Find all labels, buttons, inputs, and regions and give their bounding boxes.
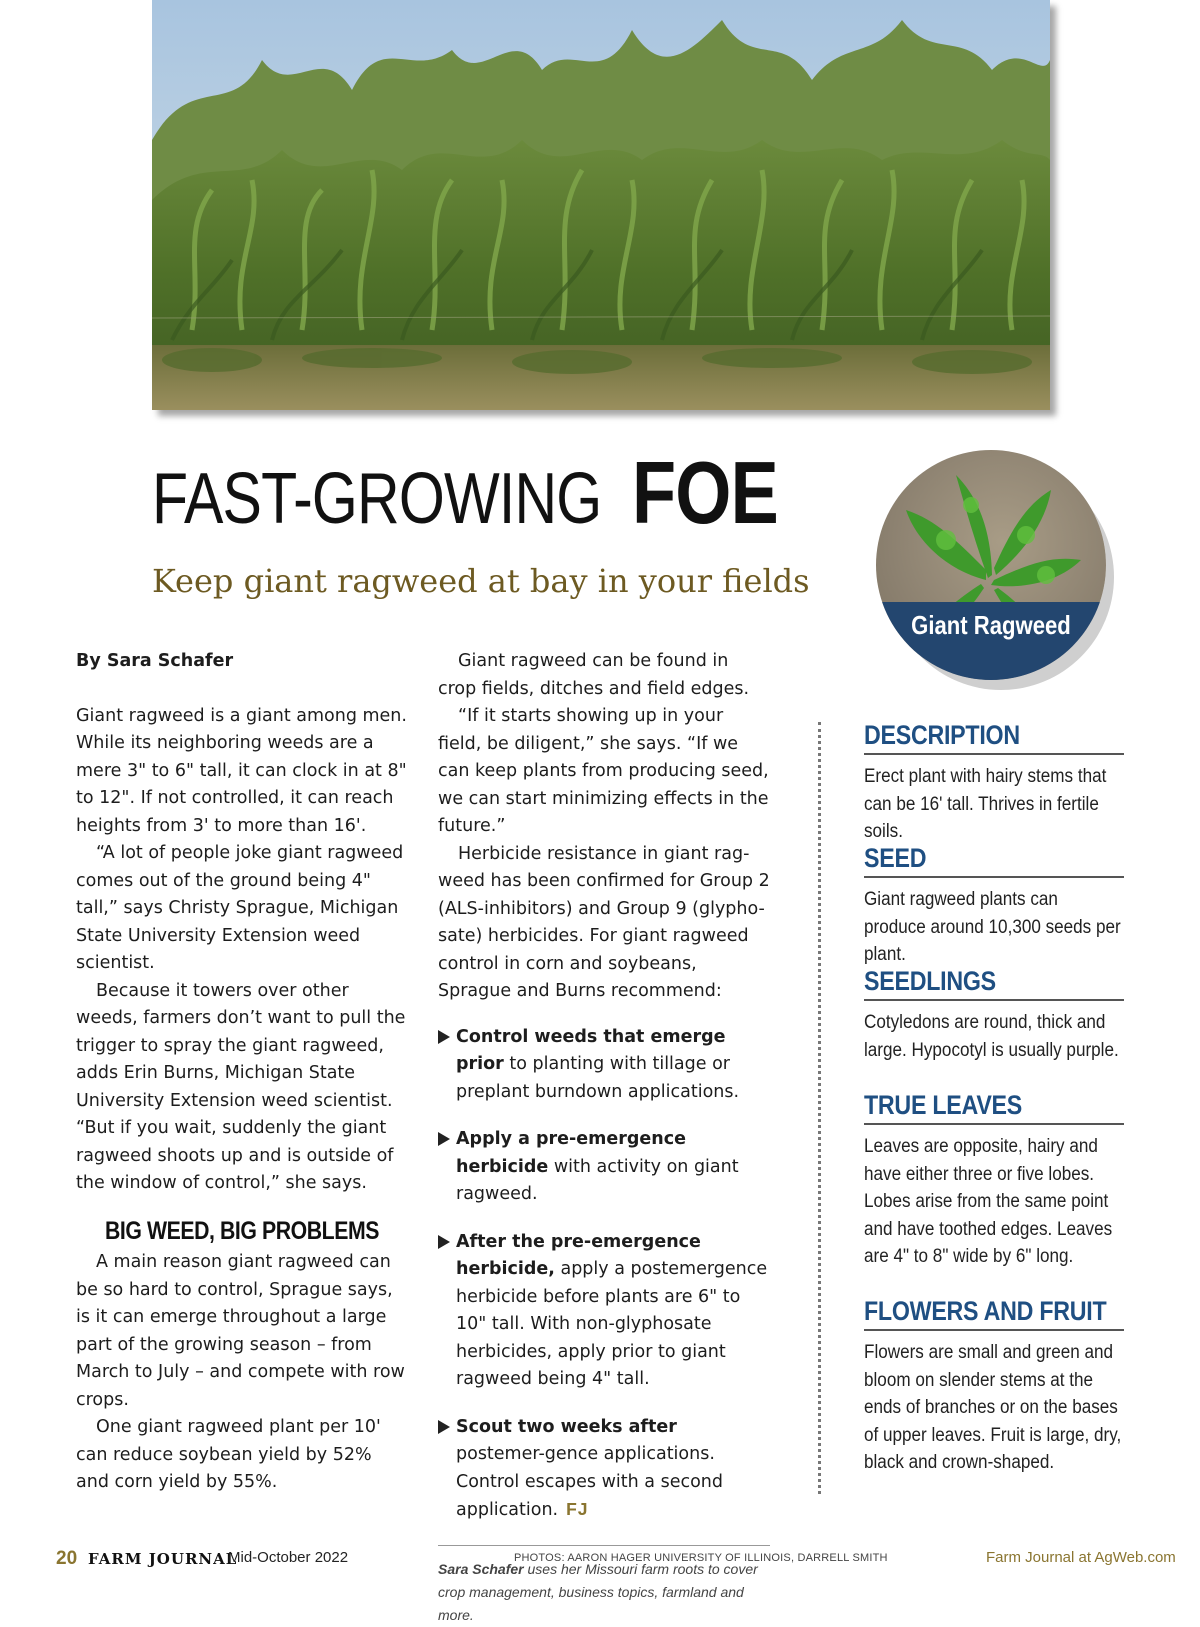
- title-light: FAST-GROWING: [152, 459, 602, 539]
- recommendation-list: [438, 1024, 770, 1525]
- list-item: [438, 1229, 770, 1394]
- page-number: 20: [56, 1548, 78, 1569]
- paragraph: Giant ragweed is a giant among men. While its neighboring weeds are a mere 3" to 6" tall, it can clock in at 8" to 12". If not controlled, it can reach heights from 3' to more than 16'.: [76, 705, 407, 836]
- sidebar-heading: SEED: [864, 843, 927, 873]
- list-item-lead: After the pre-emergence herbicide,: [456, 1231, 701, 1279]
- photo-credit: PHOTOS: AARON HAGER UNIVERSITY OF ILLINOIS, DARRELL SMITH: [514, 1552, 888, 1564]
- triangle-bullet-icon: [438, 1420, 450, 1434]
- site-link[interactable]: Farm Journal at AgWeb.com: [986, 1549, 1176, 1566]
- sidebar-section-description: [864, 720, 1124, 846]
- sidebar-text: Leaves are opposite, hairy and have either three or five lobes. Lobes arise from the same point and have toothed edges. Leaves are 4" to 8" wide by 6" long.: [864, 1136, 1113, 1267]
- paragraph: One giant ragweed plant per 10' can reduce soybean yield by 52% and corn yield by 55%.: [76, 1417, 381, 1492]
- sidebar-text: Erect plant with hairy stems that can be 16' tall. Thrives in fertile soils.: [864, 766, 1107, 842]
- sidebar-text: Flowers are small and green and bloom on slender stems at the ends of branches or on the bases of upper leaves. Fruit is large, dry, black and crown-shaped.: [864, 1342, 1122, 1473]
- issue-date: Mid-October 2022: [228, 1549, 349, 1566]
- sidebar-section-seedlings: [864, 966, 1124, 1064]
- section-subhead: BIG WEED, BIG PROBLEMS: [104, 1216, 379, 1245]
- end-mark: FJ: [566, 1499, 589, 1519]
- magazine-name: FARM JOURNAL: [88, 1550, 238, 1568]
- author-bio: [438, 1558, 770, 1627]
- article-column-2: [438, 648, 770, 1627]
- divider: [864, 999, 1124, 1001]
- badge-label: Giant Ragweed: [911, 610, 1071, 640]
- article-title: [152, 443, 810, 544]
- list-item-lead: Scout two weeks after: [456, 1416, 677, 1437]
- sidebar-text: Giant ragweed plants can produce around 10,300 seeds per plant.: [864, 889, 1121, 965]
- title-bold: FOE: [632, 443, 778, 542]
- hero-photo: [152, 0, 1050, 410]
- paragraph: “If it starts showing up in your field, be diligent,” she says. “If we can keep plants from producing seed, we can start minimizing effects in the future.”: [438, 706, 769, 836]
- article-subtitle: Keep giant ragweed at bay in your fields: [152, 562, 810, 600]
- sidebar-section-flowers-and-fruit: [864, 1296, 1124, 1477]
- list-item: [438, 1024, 770, 1107]
- sidebar-heading: SEEDLINGS: [864, 966, 996, 996]
- triangle-bullet-icon: [438, 1132, 450, 1146]
- author-name: Sara Schafer: [438, 1560, 524, 1577]
- divider: [864, 876, 1124, 878]
- paragraph: Herbicide resistance in giant rag-weed has been confirmed for Group 2 (ALS-inhibitors) and Group 9 (glypho-sate) herbicides. For giant ragweed control in corn and soybeans, Sprague and Burns recommend:: [438, 843, 770, 1001]
- list-item-text: apply a postemergence herbicide before plants are 6" to 10" tall. With non-glyphosate herbicides, apply prior to giant ragweed being 4" tall.: [456, 1259, 768, 1389]
- author-bio-text: uses her Missouri farm roots to cover crop management, business topics, farmland and more.: [438, 1560, 758, 1623]
- triangle-bullet-icon: [438, 1235, 450, 1249]
- paragraph: A main reason giant ragweed can be so hard to control, Sprague says, is it can emerge throughout a large part of the growing season – from March to July – and compete with row crops.: [76, 1252, 405, 1410]
- sidebar-text: Cotyledons are round, thick and large. Hypocotyl is usually purple.: [864, 1012, 1119, 1061]
- list-item: [438, 1414, 770, 1525]
- divider: [864, 1123, 1124, 1125]
- list-item-text: to planting with tillage or preplant burndown applications.: [456, 1054, 740, 1102]
- list-item: [438, 1126, 770, 1209]
- sidebar-heading: TRUE LEAVES: [864, 1090, 1023, 1120]
- list-item-lead: Apply a pre-emergence herbicide: [456, 1129, 686, 1177]
- sidebar-heading: DESCRIPTION: [864, 720, 1020, 750]
- paragraph: “A lot of people joke giant ragweed comes out of the ground being 4" tall,” says Christy Sprague, Michigan State University Extension weed scientist.: [76, 843, 404, 973]
- sidebar-heading: FLOWERS AND FRUIT: [864, 1296, 1107, 1326]
- ragweed-badge: [876, 450, 1106, 680]
- paragraph: Giant ragweed can be found in crop fields, ditches and field edges.: [438, 651, 750, 699]
- dotted-column-divider: [818, 722, 821, 1494]
- list-item-lead: Control weeds that emerge prior: [456, 1026, 726, 1074]
- triangle-bullet-icon: [438, 1030, 450, 1044]
- divider: [438, 1545, 770, 1546]
- sidebar-section-true-leaves: [864, 1090, 1124, 1271]
- divider: [864, 753, 1124, 755]
- divider: [864, 1329, 1124, 1331]
- byline: By Sara Schafer: [76, 651, 234, 671]
- list-item-text: postemer-gence applications. Control escapes with a second application.: [456, 1444, 723, 1520]
- article-column-1: [76, 648, 408, 1497]
- paragraph: Because it towers over other weeds, farmers don’t want to pull the trigger to spray the giant ragweed, adds Erin Burns, Michigan State University Extension weed scientist. “But if you wait, suddenly the giant ragweed shoots up and is outside of the window of control,” she says.: [76, 980, 406, 1193]
- list-item-text: with activity on giant ragweed.: [456, 1156, 739, 1204]
- badge-band: [876, 602, 1106, 680]
- cornfield-illustration: [152, 0, 1050, 410]
- sidebar-section-seed: [864, 843, 1124, 969]
